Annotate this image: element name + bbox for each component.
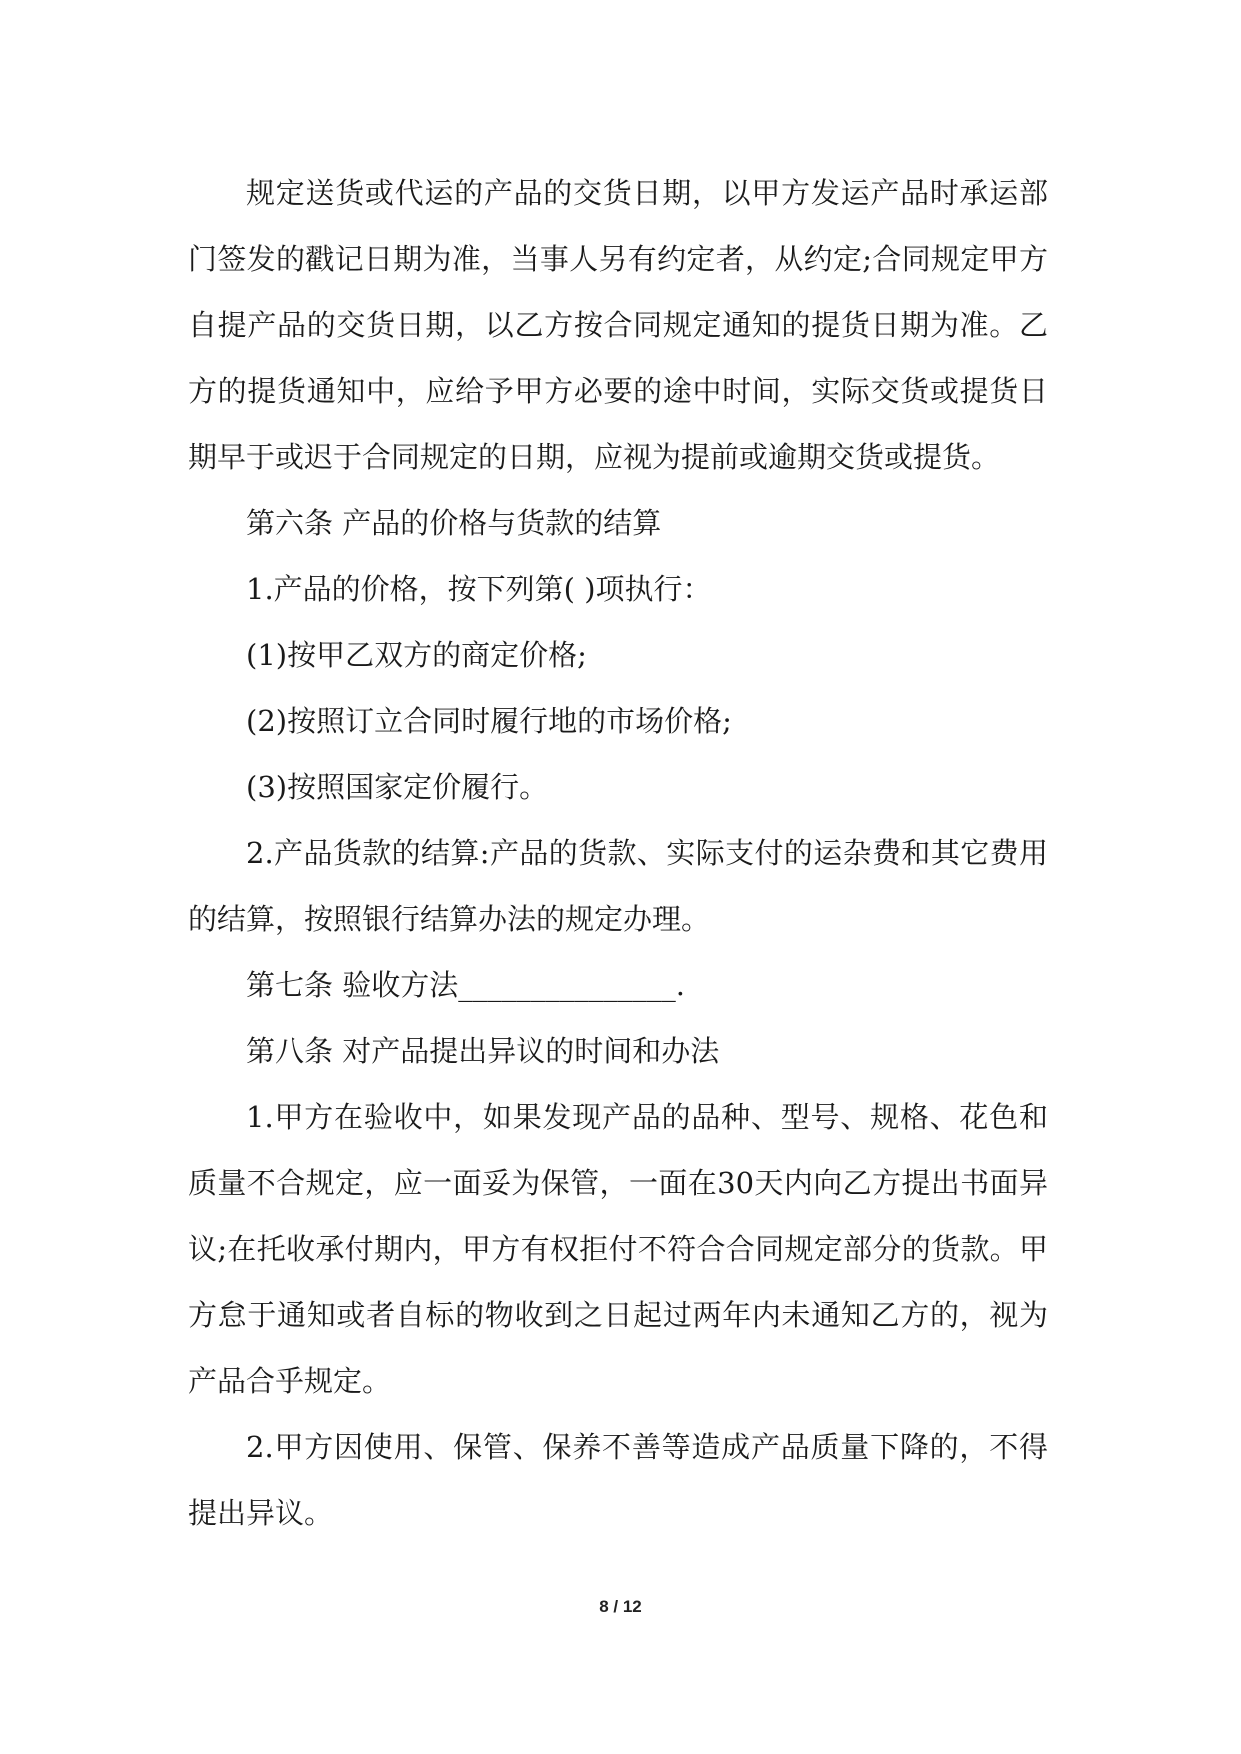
paragraph-objection-misuse: 2.甲方因使用、保管、保养不善等造成产品质量下降的，不得提出异议。 <box>188 1430 1048 1530</box>
article-8-heading: 第八条 对产品提出异议的时间和办法 <box>246 1034 720 1068</box>
paragraph-price-option-2: (2)按照订立合同时履行地的市场价格; <box>246 704 732 738</box>
article-6-heading: 第六条 产品的价格与货款的结算 <box>246 506 662 540</box>
paragraph-price-option-3: (3)按照国家定价履行。 <box>246 770 549 804</box>
page-number: 8 / 12 <box>599 1597 642 1616</box>
paragraph-objection-inspection: 1.甲方在验收中，如果发现产品的品种、型号、规格、花色和质量不合规定，应一面妥为保管，一面在30天内向乙方提出书面异议;在托收承付期内，甲方有权拒付不符合合同规定部分的货款。甲方怠于通知或者自标的物收到之日起过两年内未通知乙方的，视为产品合乎规定。 <box>188 1100 1048 1398</box>
paragraph-price-option-1: (1)按甲乙双方的商定价格; <box>246 638 587 672</box>
article-7-heading: 第七条 验收方法_______________. <box>246 968 685 1002</box>
paragraph-delivery-date: 规定送货或代运的产品的交货日期，以甲方发运产品时承运部门签发的戳记日期为准，当事人另有约定者，从约定;合同规定甲方自提产品的交货日期，以乙方按合同规定通知的提货日期为准。乙方的提货通知中，应给予甲方必要的途中时间，实际交货或提货日期早于或迟于合同规定的日期，应视为提前或逾期交货或提货。 <box>188 176 1048 474</box>
paragraph-price-option: 1.产品的价格，按下列第( )项执行： <box>246 572 712 606</box>
document-body <box>188 160 1048 1546</box>
paragraph-payment-settlement: 2.产品货款的结算:产品的货款、实际支付的运杂费和其它费用的结算，按照银行结算办法的规定办理。 <box>188 836 1048 936</box>
